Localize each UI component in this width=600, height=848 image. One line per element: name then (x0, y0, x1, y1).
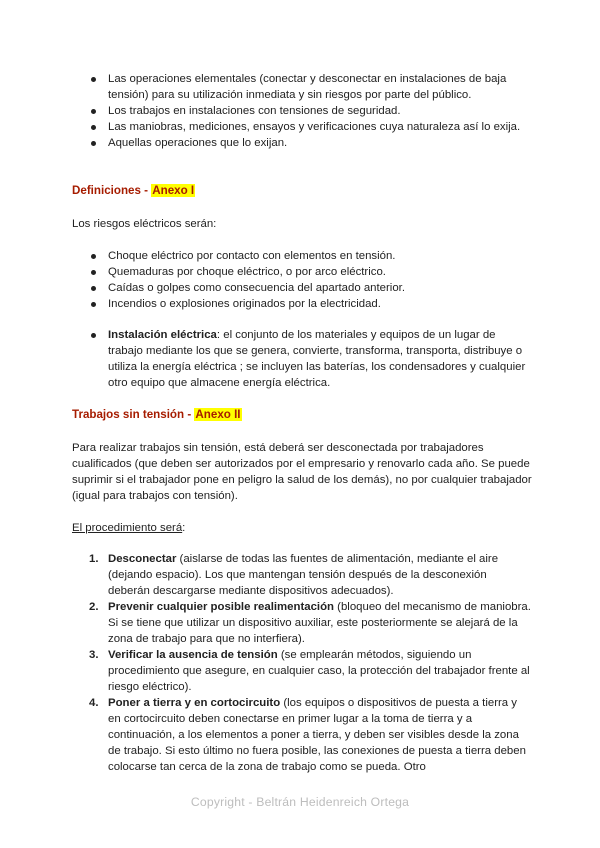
heading-title: Definiciones (72, 184, 141, 197)
procedimiento-colon: : (182, 522, 186, 534)
step-item (91, 599, 531, 647)
step-term: Prevenir cualquier posible realimentación (108, 601, 334, 613)
list-item: Incendios o explosiones originados por la electricidad. (91, 296, 531, 312)
list-item: Quemaduras por choque eléctrico, o por arco eléctrico. (91, 264, 531, 280)
list-item: Caídas o golpes como consecuencia del apartado anterior. (91, 280, 531, 296)
heading-separator: - (184, 408, 195, 421)
step-text: (bloqueo del mecanismo de maniobra. Si se tiene que utilizar un dispositivo auxiliar, este posteriormente se alejará de la zona de trabajo para que no interfiera). (108, 601, 531, 645)
procedimiento-underlined: El procedimiento será (72, 522, 183, 534)
term-instalacion: Instalación eléctrica (108, 329, 217, 341)
paragraph-trabajos: Para realizar trabajos sin tensión, está deberá ser desconectada por trabajadores cualificados (que deben ser autorizados por el empresario y renovarlo cada año. Se puede suprimir si el trabajador pone en peligro la salud de los demás), no por cualquier trabajador (igual para trabajos con tensión). (72, 442, 532, 502)
list-item: Aquellas operaciones que lo exijan. (91, 135, 531, 151)
step-item (91, 551, 531, 599)
step-number: 4. (89, 697, 99, 709)
copyright-footer: Copyright - Beltrán Heidenreich Ortega (190, 795, 410, 809)
step-text: (aislarse de todas las fuentes de alimentación, mediante el aire (dejando espacio). Los que mantengan tensión después de la desconexión deberán descargarse mediante dispositivos adecuados). (108, 553, 499, 597)
list-item: Choque eléctrico por contacto con elementos en tensión. (91, 248, 531, 264)
procedimiento-label (72, 520, 532, 536)
riesgos-list (91, 248, 531, 312)
list-item: Las operaciones elementales (conectar y desconectar en instalaciones de baja tensión) para su utilización inmediata y sin riesgos por parte del público. (91, 71, 531, 103)
procedure-steps (91, 551, 531, 775)
heading-definiciones (72, 183, 195, 199)
heading-trabajos-sin-tension (72, 407, 242, 423)
step-term: Poner a tierra y en cortocircuito (108, 697, 281, 709)
step-item (91, 647, 531, 695)
step-number: 3. (89, 649, 99, 661)
step-number: 2. (89, 601, 99, 613)
list-item (91, 327, 531, 391)
step-item (91, 695, 531, 775)
step-term: Desconectar (108, 553, 177, 565)
annex-highlight: Anexo I (152, 184, 195, 197)
step-text: (se emplearán métodos, siguiendo un procedimiento que asegure, en cualquier caso, la protección del trabajador frente al riesgo eléctrico). (108, 649, 530, 693)
list-item: Los trabajos en instalaciones con tensiones de seguridad. (91, 103, 531, 119)
step-number: 1. (89, 553, 99, 565)
instalacion-list (91, 327, 531, 391)
riesgos-intro: Los riesgos eléctricos serán: (72, 218, 217, 230)
annex-highlight: Anexo II (195, 408, 241, 421)
definition-text: : el conjunto de los materiales y equipos de un lugar de trabajo mediante los que se genera, convierte, transforma, transporta, distribuye o utiliza la energía eléctrica ; se incluyen las baterías, los condensadores y cualquier otro equipo que almacene energía eléctrica. (108, 329, 526, 389)
heading-title: Trabajos sin tensión (72, 408, 185, 421)
step-text: (los equipos o dispositivos de puesta a tierra y en cortocircuito deben conectarse en primer lugar a la toma de tierra y a continuación, a los elementos a poner a tierra, y deben ser visibles desde la zona de trabajo. Si esto último no fuera posible, las conexiones de puesta a tierra deben colocarse tan cerca de la zona de trabajo como se pueda. Otro (108, 697, 526, 773)
heading-separator: - (140, 184, 152, 197)
step-term: Verificar la ausencia de tensión (108, 649, 278, 661)
list-item: Las maniobras, mediciones, ensayos y verificaciones cuya naturaleza así lo exija. (91, 119, 531, 135)
operations-list (91, 71, 531, 151)
